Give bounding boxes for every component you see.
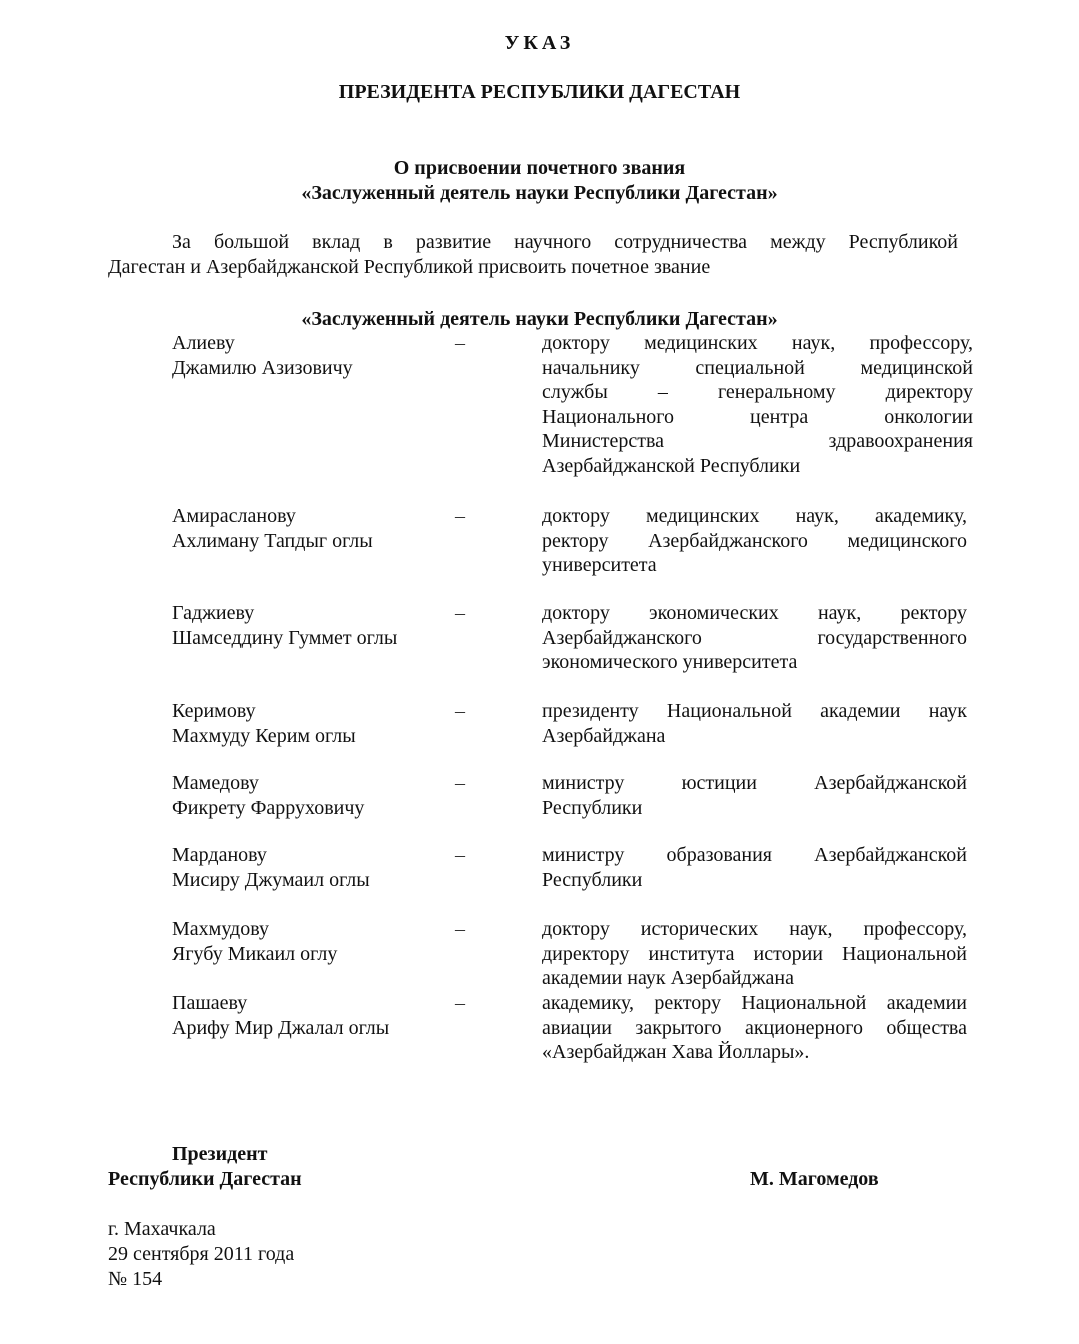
desc-line: Министерства здравоохранения — [542, 430, 973, 453]
recipient-surname: Керимову — [172, 700, 256, 722]
recipient-description — [542, 991, 967, 1065]
dash-separator: – — [455, 332, 465, 354]
recipient-surname: Марданову — [172, 844, 267, 866]
recipient-given-name: Ягубу Микаил оглу — [172, 942, 338, 965]
desc-line: доктору исторических наук, профессору, — [542, 918, 967, 940]
desc-line: ректору Азербайджанского медицинского — [542, 529, 967, 552]
recipient-given-name: Ахлиману Тапдыг оглы — [172, 529, 373, 552]
recipient-name — [172, 699, 472, 748]
recipient-name — [172, 991, 472, 1040]
desc-line: министру юстиции Азербайджанской — [542, 772, 967, 794]
desc-line: Национального центра онкологии — [542, 405, 973, 428]
desc-line: Азербайджана — [542, 724, 666, 747]
recipient-description — [542, 917, 967, 991]
dash-separator: – — [455, 505, 465, 527]
desc-line: президенту Национальной академии наук — [542, 700, 967, 722]
recipient-name — [172, 504, 472, 553]
recipient-description — [542, 843, 967, 892]
desc-line: начальнику специальной медицинской — [542, 356, 973, 379]
desc-line: университета — [542, 554, 657, 577]
dash-separator: – — [455, 772, 465, 794]
recipient-description — [542, 504, 967, 578]
intro-line2: Дагестан и Азербайджанской Республикой присвоить почетное звание — [108, 256, 711, 278]
signer-name: М. Магомедов — [750, 1168, 879, 1190]
desc-line: академии наук Азербайджана — [542, 967, 794, 990]
desc-line: доктору медицинских наук, профессору, — [542, 332, 973, 354]
recipient-surname: Алиеву — [172, 332, 235, 354]
desc-line: «Азербайджан Хава Йоллары». — [542, 1041, 810, 1064]
desc-line: академику, ректору Национальной академии — [542, 992, 967, 1014]
desc-line: министру образования Азербайджанской — [542, 844, 967, 866]
decree-subtitle: ПРЕЗИДЕНТА РЕСПУБЛИКИ ДАГЕСТАН — [338, 81, 741, 103]
recipient-given-name: Мисиру Джумаил оглы — [172, 868, 370, 891]
desc-line: Республики — [542, 796, 643, 819]
signature-position-line1: Президент — [172, 1143, 268, 1165]
dash-separator: – — [455, 992, 465, 1014]
recipient-given-name: Махмуду Керим оглы — [172, 724, 356, 747]
recipient-surname: Амирасланову — [172, 505, 296, 527]
signature-position-line2: Республики Дагестан — [108, 1168, 302, 1190]
desc-line: директору института истории Национальной — [542, 942, 967, 965]
dash-separator: – — [455, 602, 465, 624]
award-title: «Заслуженный деятель науки Республики Дагестан» — [301, 308, 778, 330]
recipient-given-name: Фикрету Фарруховичу — [172, 796, 365, 819]
intro-line1: За большой вклад в развитие научного сотрудничества между Республикой — [172, 231, 958, 253]
decree-title-line1: О присвоении почетного звания — [393, 157, 686, 179]
desc-line: доктору медицинских наук, академику, — [542, 505, 967, 527]
recipient-given-name: Шамседдину Гуммет оглы — [172, 626, 398, 649]
recipient-description — [542, 771, 967, 820]
desc-line: авиации закрытого акционерного общества — [542, 1016, 967, 1039]
recipient-name — [172, 843, 472, 892]
decree-number: № 154 — [108, 1268, 163, 1290]
recipient-description — [542, 601, 967, 675]
recipient-name — [172, 771, 472, 820]
desc-line: Республики — [542, 868, 643, 891]
recipient-surname: Махмудову — [172, 918, 269, 940]
issue-place: г. Махачкала — [108, 1218, 216, 1240]
recipient-given-name: Арифу Мир Джалал оглы — [172, 1016, 390, 1039]
intro-paragraph — [108, 230, 958, 280]
recipient-surname: Гаджиеву — [172, 602, 255, 624]
issue-date: 29 сентября 2011 года — [108, 1243, 295, 1265]
recipient-surname: Мамедову — [172, 772, 259, 794]
recipient-name — [172, 917, 472, 966]
recipient-description — [542, 699, 967, 748]
recipient-name — [172, 331, 472, 380]
recipient-surname: Пашаеву — [172, 992, 248, 1014]
desc-line: Азербайджанской Республики — [542, 454, 801, 477]
decree-title-line2: «Заслуженный деятель науки Республики Дагестан» — [301, 182, 778, 204]
dash-separator: – — [455, 700, 465, 722]
desc-line: службы – генеральному директору — [542, 381, 973, 404]
recipient-name — [172, 601, 472, 650]
dash-separator: – — [455, 918, 465, 940]
desc-line: Азербайджанского государственного — [542, 626, 967, 649]
recipient-description — [542, 331, 973, 479]
desc-line: экономического университета — [542, 651, 798, 674]
decree-heading: УКАЗ — [504, 32, 575, 54]
recipient-given-name: Джамилю Азизовичу — [172, 356, 353, 379]
dash-separator: – — [455, 844, 465, 866]
desc-line: доктору экономических наук, ректору — [542, 602, 967, 624]
